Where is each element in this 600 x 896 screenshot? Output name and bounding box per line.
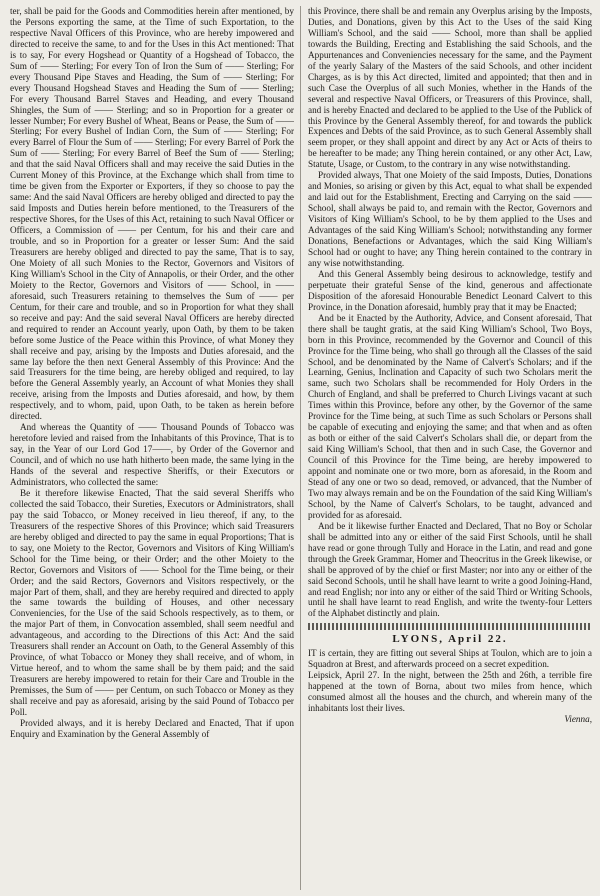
news-section <box>308 648 592 725</box>
right-paragraph-2: Provided always, That one Moiety of the said Imposts, Duties, Donations and Monies, so arising or given by this Act, equal to what shall be expended and laid out for the Establishment, Erecting and Carrying on the said —— School, shall always be paid to, and remain with the Rector, Governors and Visitors of King William's School, to be by them applied to the Uses and Advantages of the said King William's School; notwithstanding any former Donations, Benefactions or Advantages, which the said King William's School had or ought to have; any Thing herein contained to the contrary in any wise notwithstanding. <box>308 170 592 268</box>
right-paragraph-1: this Province, there shall be and remain any Overplus arising by the Imposts, Duties, and Donations, given by this Act to the Uses of the said King William's School, and the said —— School, more than shall be applied towards the Building, Erecting and Establishing the said Schools, and the Appurtenances and Conveniencies necessary for the same, and the Payment of the yearly Salary of the Masters of the said Schools, and other incident Charges, as is by this Act directed, limited and appointed; that then and in such Case the Overplus of all such Monies, whether in the Hands of the several and respective Naval Officers, or Treasurers of this Province, shall, and is hereby Enacted and declared to be applied to the Use of the Publick of this Province by the General Assembly thereof, for and towards the publick Expences and Debts of the said Province, as to such General Assembly shall seem proper, or they shall appoint and direct by any Act or Acts of theirs to be hereafter to be made; any Thing herein contained, or any other Act, Law, Statute, Usage, or Custom, to the contrary in any wise notwithstanding. <box>308 6 592 170</box>
catchword: Vienna, <box>564 714 592 725</box>
left-paragraph-3: Be it therefore likewise Enacted, That the said several Sheriffs who collected the said Tobacco, their Sureties, Executors or Administrators, shall pay the said Tobacco, or Money received in lieu thereof, if any, to the Treasurers of the respective Shores of this Province; which said Treasurers are hereby obliged and directed to pay the same in equal Proportions; That is to say, one Moiety to the Rector, Governors and Visitors of King William's School for the Time being, or their Order; and the other Moiety to the Rector, Governors and Visitors of —— School for the Time being, or their Order; and the said Rectors, Governors and Visitors respectively, or the major Part of them, shall, and they are hereby required and directed to apply the same towards the building of Houses, and other necessary Conveniencies, for the Use of the said Schools respectively, as to them, or the major Part of them, in Convocation assembled, shall seem needful and advantageous, and according to the Directions of this Act: And the said Treasurers shall render an Account on Oath, to the General Assembly of this Province, of what Tobacco or Money they shall receive, and of whom, in Virtue hereof, and to whom the same shall be by them paid; and the said Treasurers are hereby impowered to retain for their Care and Trouble in the Premisses, the Sum of —— per Centum, on such Tobacco or Money as they shall receive and pay as aforesaid, arising by the said Pound of Tobacco per Poll. <box>10 487 294 717</box>
right-paragraph-5: And be it likewise further Enacted and Declared, That no Boy or Scholar shall be admitted into any or either of the said First Schools, until he shall have read or gone through Tully and Horace in the Latin, and read and gone through the Greek Grammar, Homer and Theocritus in the Greek likewise, or shall be approved of by the chief or first Master; nor into any or either of the said Second Schools, until he shall have learnt to write a good Joining-Hand, and read English; nor into any or either of the said Third or Writing Schools, until he shall have learnt to read English, and write the twenty-four Letters of the Alphabet distinctly and plain. <box>308 520 592 619</box>
left-paragraph-2: And whereas the Quantity of —— Thousand Pounds of Tobacco was heretofore levied and raised from the Inhabitants of this Province, That is to say, in the Year of our Lord God 17——, by Order of the Governor and Council, and of which no use hath hitherto been made, the same lying in the Hands of the several and respective Sheriffs, or their Executors or Administrators, who collected the same: <box>10 422 294 487</box>
ornamental-divider <box>308 623 592 630</box>
left-paragraph-1: ter, shall be paid for the Goods and Commodities herein after mentioned, by the Persons exporting the same, at the Time of such Exportation, to the respective Naval Officers of this Province, who are hereby impowered and directed to receive the same, to and for the Uses in this Act mentioned: That is to say, For every Hogshead or Quantity of a Hogshead of Tobacco, the Sum of —— Sterling; For every Ton of Iron the Sum of —— Sterling; For every Thousand Pipe Staves and Heading, the Sum of —— Sterling; For every Thousand Hogshead Staves and Heading the Sum of —— Sterling; For every Thousand Barrel Staves and Heading, and every Thousand Shingles, the Sum of —— Sterling; and so in Proportion for a greater or lesser Number; For every Bushel of Wheat, Beans or Pease, the Sum of —— Sterling; For every Bushel of Indian Corn, the Sum of —— Sterling; For every Barrel of Flour the Sum of —— Sterling; For every Barrel of Pork the Sum of —— Sterling; For every Barrel of Beef the Sum of —— Sterling; and that the said Naval Officers shall and may receive the said Duties in the Current Money of this Province, at the Exchange which shall from time to time be given from the Exporter or Exporters, if they so choose to pay the same: And the said Naval Officers are hereby obliged and directed to pay the said Imposts and Duties herein before mentioned, to the Treasurers of the respective Shores, for the Uses of this Act, retaining to such Naval Officer or Officers, a Commission of —— per Centum, for his and their care and trouble, and so in Proportion for a greater or lesser Sum: And the said Treasurers are hereby obliged and directed to pay the same, That is to say, One Moiety of all such Monies to the Rector, Governors and Visitors of King William's School in the City of Annapolis, or their Order, and the other Moiety to the Rector, Governors and Visitors of —— School, in —— aforesaid, such Treasurers retaining to themselves the Sum of —— per Centum, for their care and trouble, and so in Proportion for what they shall so receive and pay: And the said several Naval Officers are hereby directed and required to render an Account yearly, upon Oath, by them to be taken before some Justice of the Peace within this Province, of what Money they shall receive and pay, arising by the Imposts and Duties aforesaid, and the same lay before the then next General Assembly of this Province: And the said Treasurers for the time being, are hereby obliged and required, to lay before the General Assembly yearly, an Account of what Monies they shall receive, arising from the Imposts and Duties aforesaid, and how, by them respectively, and to whom, paid, upon Oath, to be taken as herein before directed. <box>10 6 294 422</box>
right-paragraph-4: And be it Enacted by the Authority, Advice, and Consent aforesaid, That there shall be taught gratis, at the said King William's School, Two Boys, born in this Province, recommended by the Governor and Council of this Province for the Time being, who shall go through all the Classes of the said School, and be denominated by the Name of Calvert's Scholars; and if the Learning, Genius, Inclination and Capacity of such two Scholars merit the same, such two Scholars shall be recommended for Holy Orders in the Church of England, and shall be preferred to Church Livings vacant at such Times within this Province, before any other, by the Governor of the same Province for the Time being, at such Time as such Scholars or Persons shall be capable of executing and enjoying the same; and that when and as often as both or either of the said Calvert's Scholars shall die, or depart from the said King William's School, that then and in such Case, the Governor and Council of this Province for the Time being, are hereby impowered to appoint and nominate one or two more, born as aforesaid, in the Room and Stead of any one or two so dead, removed, or advanced, that the Number of Two may always remain and be on the Foundation of the said King William's School, by the Name of Calvert's Scholars, to be taught, advanced and provided for as aforesaid. <box>308 312 592 520</box>
right-column <box>301 6 592 890</box>
news-dateline: LYONS, April 22. <box>392 633 508 646</box>
left-column <box>10 6 301 890</box>
right-paragraph-3: And this General Assembly being desirous to acknowledge, testify and perpetuate their grateful Sense of the kind, generous and affectionate Disposition of the aforesaid Honourable Benedict Leonard Calvert to this Province, in the Donation aforesaid, humbly pray that it may be Enacted; <box>308 268 592 312</box>
news-item-leipsick: Leipsick, April 27. In the night, between the 25th and 26th, a terrible fire happened at the town of Borna, about two miles from hence, which consumed almost all the houses and the church, and wherein many of the inhabitants lost their lives. <box>308 670 592 714</box>
two-column-layout <box>10 6 592 890</box>
left-paragraph-4: Provided always, and it is hereby Declared and Enacted, That if upon Enquiry and Examination by the General Assembly of <box>10 717 294 739</box>
news-item-lyons: IT is certain, they are fitting out several Ships at Toulon, which are to join a Squadron at Brest, and afterwards proceed on a secret expedition. <box>308 648 592 670</box>
